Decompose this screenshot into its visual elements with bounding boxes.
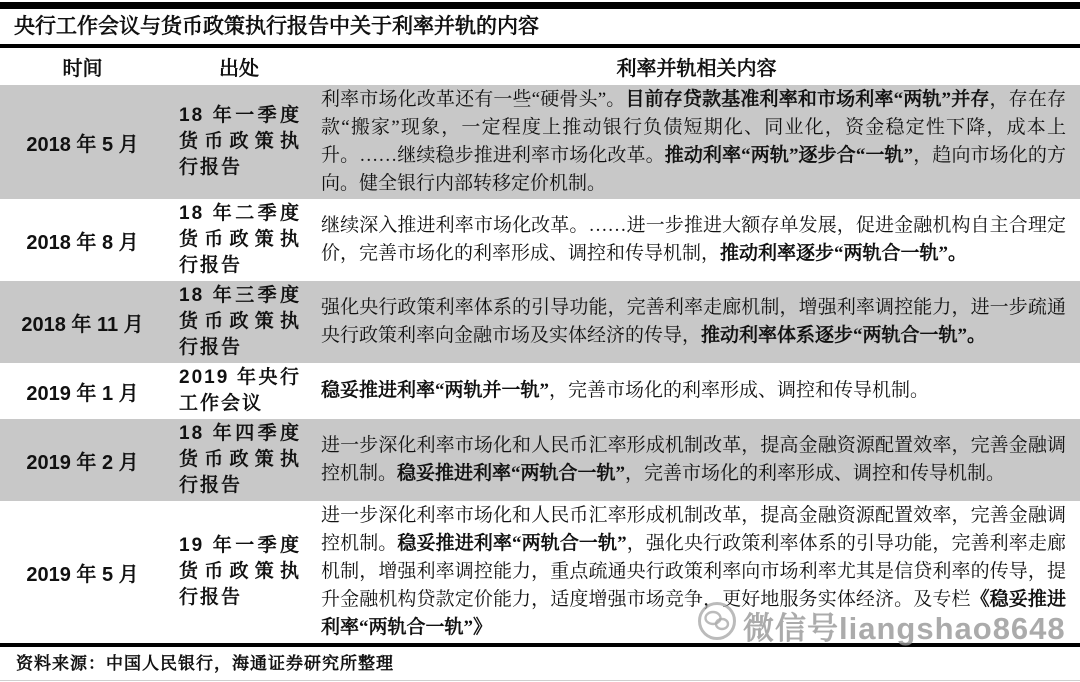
row-content xyxy=(313,376,1080,406)
row-time: 2018 年 8 月 xyxy=(26,231,139,254)
row-time: 2018 年 11 月 xyxy=(21,313,144,336)
column-header-content: 利率并轨相关内容 xyxy=(616,58,777,80)
watermark-text: 微信号liangshao8648 xyxy=(743,610,1066,646)
content-text: 进一步深化利率市场化和人民币汇率形成机制改革，提高金融资源配置效率，完善金融调控机制。 xyxy=(321,505,1066,554)
table-row xyxy=(0,281,1080,363)
bottom-hairline xyxy=(0,680,1080,681)
row-content xyxy=(313,501,1080,643)
row-content xyxy=(313,293,1080,351)
row-source: 18 年四季度货币政策执行报告 xyxy=(179,423,301,496)
content-text: ，强化央行政策利率体系的引导功能，完善利率走廊机制，增强利率调控能力，重点疏通央行政策利率向市场利率尤其是信贷利率的传导，提升金融机构贷款定价能力，适度增强市场竞争，更好地服务实体经济。及专栏 xyxy=(321,533,1066,610)
row-time: 2019 年 5 月 xyxy=(26,563,139,586)
content-emphasis: 《稳妥推进利率“两轨合一轨”》 xyxy=(321,589,1066,638)
table-row xyxy=(0,501,1080,643)
content-emphasis: 目前存贷款基准利率和市场利率“两轨”并存 xyxy=(625,89,990,110)
table-header-row xyxy=(0,48,1080,85)
row-content xyxy=(313,85,1080,199)
row-source: 18 年三季度货币政策执行报告 xyxy=(179,285,301,358)
content-emphasis: 稳妥推进利率“两轨并一轨” xyxy=(321,380,550,401)
content-emphasis: 稳妥推进利率“两轨合一轨” xyxy=(397,533,627,554)
content-text: ，存在存款“搬家”现象，一定程度上推动银行负债短期化、同业化，资金稳定性下降，成本上升。……继续稳步推进利率市场化改革。 xyxy=(321,89,1066,166)
table-row xyxy=(0,419,1080,501)
content-text: 进一步深化利率市场化和人民币汇率形成机制改革，提高金融资源配置效率，完善金融调控机制。 xyxy=(321,435,1066,484)
content-emphasis: 推动利率“两轨”逐步合“一轨” xyxy=(664,145,914,166)
row-source: 18 年一季度货币政策执行报告 xyxy=(179,105,301,178)
content-text: ，趋向市场化的方向。健全银行内部转移定价机制。 xyxy=(321,145,1066,194)
content-text: 强化央行政策利率体系的引导功能，完善利率走廊机制，增强利率调控能力，进一步疏通央行政策利率向金融市场及实体经济的传导， xyxy=(321,297,1066,346)
row-source: 2019 年央行工作会议 xyxy=(179,367,301,414)
table-body xyxy=(0,85,1080,643)
row-source: 19 年一季度货币政策执行报告 xyxy=(179,535,301,608)
content-emphasis: 推动利率逐步“两轨合一轨”。 xyxy=(720,243,968,264)
table-row xyxy=(0,85,1080,199)
row-time: 2019 年 1 月 xyxy=(26,382,139,405)
row-time: 2019 年 2 月 xyxy=(26,451,139,474)
row-time: 2018 年 5 月 xyxy=(26,133,139,156)
table-row xyxy=(0,363,1080,419)
source-note: 资料来源：中国人民银行，海通证券研究所整理 xyxy=(16,654,394,673)
content-text: ，完善市场化的利率形成、调控和传导机制。 xyxy=(625,463,1006,484)
top-rule xyxy=(0,2,1080,9)
row-content xyxy=(313,211,1080,269)
content-text: 继续深入推进利率市场化改革。……进一步推进大额存单发展，促进金融机构自主合理定价，完善市场化的利率形成、调控和传导机制， xyxy=(321,215,1066,264)
content-text: 利率市场化改革还有一些“硬骨头”。 xyxy=(321,89,626,110)
content-emphasis: 稳妥推进利率“两轨合一轨” xyxy=(397,463,626,484)
column-header-source: 出处 xyxy=(219,58,259,80)
column-header-time: 时间 xyxy=(62,58,103,80)
content-emphasis: 推动利率体系逐步“两轨合一轨”。 xyxy=(701,325,987,346)
table-title: 央行工作会议与货币政策执行报告中关于利率并轨的内容 xyxy=(14,15,539,38)
row-source: 18 年二季度货币政策执行报告 xyxy=(179,203,301,276)
row-content xyxy=(313,431,1080,489)
table-row xyxy=(0,199,1080,281)
content-text: ，完善市场化的利率形成、调控和传导机制。 xyxy=(549,380,930,401)
